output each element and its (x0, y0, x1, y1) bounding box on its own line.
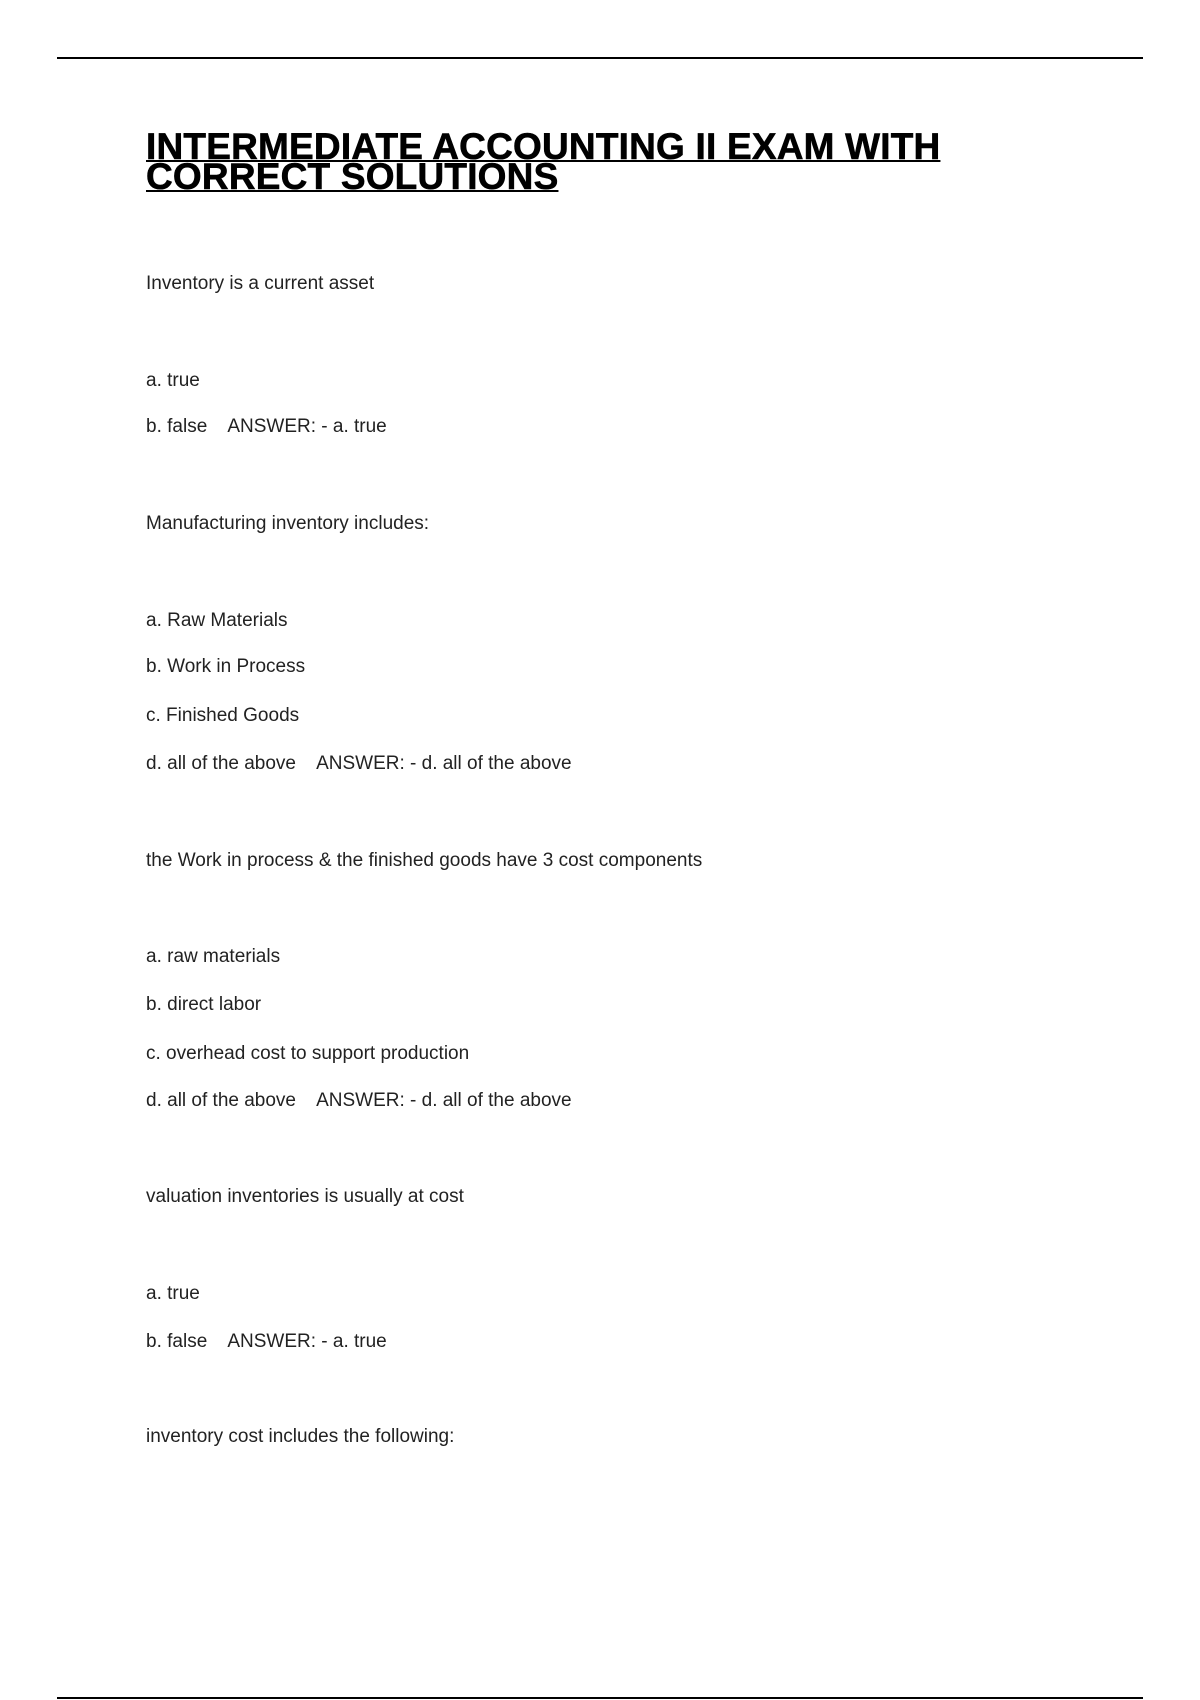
question-2-option-b: b. Work in Process (146, 656, 306, 677)
footer-rule (57, 1697, 1143, 1699)
title-line-2: CORRECT SOLUTIONS (146, 156, 559, 197)
document-title (146, 126, 1046, 197)
question-3-option-c: c. overhead cost to support production (146, 1043, 470, 1064)
title-line-1: INTERMEDIATE ACCOUNTING II EXAM WITH (146, 126, 941, 167)
question-1-prompt: Inventory is a current asset (146, 273, 375, 294)
question-2-prompt: Manufacturing inventory includes: (146, 513, 430, 534)
question-5-prompt: inventory cost includes the following: (146, 1426, 455, 1447)
question-2-option-c: c. Finished Goods (146, 705, 300, 726)
question-2-option-d-answer: d. all of the above ANSWER: - d. all of the above (146, 753, 572, 774)
question-1-option-b-answer: b. false ANSWER: - a. true (146, 416, 387, 437)
question-4-option-a: a. true (146, 1283, 200, 1304)
question-4-prompt: valuation inventories is usually at cost (146, 1186, 464, 1207)
header-rule (57, 57, 1143, 59)
question-4-option-b-answer: b. false ANSWER: - a. true (146, 1331, 387, 1352)
question-3-prompt: the Work in process & the finished goods have 3 cost components (146, 850, 703, 871)
question-1-option-a: a. true (146, 370, 200, 391)
question-3-option-d-answer: d. all of the above ANSWER: - d. all of the above (146, 1090, 572, 1111)
question-3-option-b: b. direct labor (146, 994, 262, 1015)
question-2-option-a: a. Raw Materials (146, 610, 288, 631)
question-3-option-a: a. raw materials (146, 946, 281, 967)
